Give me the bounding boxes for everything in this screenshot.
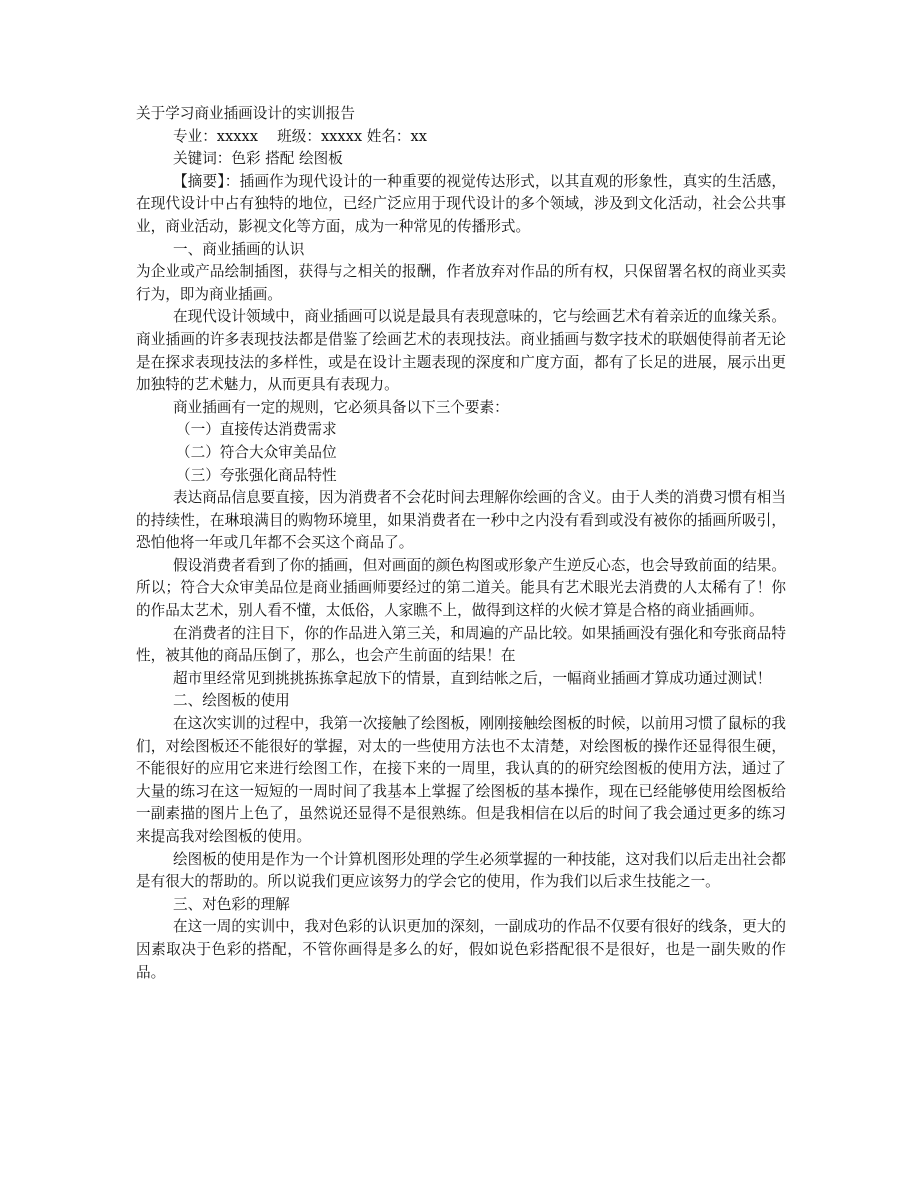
paragraph: 为企业或产品绘制插图，获得与之相关的报酬，作者放弃对作品的所有权，只保留署名权的商业买卖行为，即为商业插画。 xyxy=(136,263,786,303)
paragraph: 商业插画有一定的规则，它必须具备以下三个要素： xyxy=(173,398,509,416)
keywords: 关键词：色彩 搭配 绘图板 xyxy=(173,150,343,168)
paragraph: 表达商品信息要直接，因为消费者不会花时间去理解你绘画的含义。由于人类的消费习惯有相当的持续性，在琳琅满目的购物环境里，如果消费者在一秒中之内没有看到或没有被你的插画所吸引，恐怕他将一年或几年都不会买这个商品了。 xyxy=(136,489,786,552)
section-2-heading: 二、绘图板的使用 xyxy=(173,692,290,710)
section-1-heading: 一、商业插画的认识 xyxy=(173,240,305,258)
paragraph: 在这一周的实训中，我对色彩的认识更加的深刻，一副成功的作品不仅要有很好的线条，更大的因素取决于色彩的搭配，不管你画得是多么的好，假如说色彩搭配很不是很好，也是一副失败的作品。 xyxy=(136,918,786,981)
paragraph: 绘图板的使用是作为一个计算机图形处理的学生必须掌握的一种技能，这对我们以后走出社会都是有很大的帮助的。所以说我们更应该努力的学会它的使用，作为我们以后求生技能之一。 xyxy=(136,850,786,891)
document-page xyxy=(136,103,786,984)
document-title: 关于学习商业插画设计的实训报告 xyxy=(136,105,355,122)
paragraph: 在现代设计领域中，商业插画可以说是最具有表现意味的，它与绘画艺术有着亲近的血缘关系。商业插画的许多表现技法都是借鉴了绘画艺术的表现技法。商业插画与数字技术的联姻使得前者无论是在探求表现技法的多样性，或是在设计主题表现的深度和广度方面，都有了长足的进展，展示出更加独特的艺术魅力，从而更具有表现力。 xyxy=(136,308,786,394)
list-item: （一）直接传达消费需求 xyxy=(176,421,337,439)
abstract: 【摘要】：插画作为现代设计的一种重要的视觉传达形式，以其直观的形象性，真实的生活感，在现代设计中占有独特的地位，已经广泛应用于现代设计的多个领域，涉及到文化活动，社会公共事业，商业活动，影视文化等方面，成为一种常见的传播形式。 xyxy=(136,172,786,235)
list-item: （二）符合大众审美品位 xyxy=(176,443,337,461)
list-item: （三）夸张强化商品特性 xyxy=(176,466,337,484)
paragraph: 在这次实训的过程中，我第一次接触了绘图板，刚刚接触绘图板的时候，以前用习惯了鼠标的我们，对绘图板还不能很好的掌握，对太的一些使用方法也不太清楚，对绘图板的操作还显得很生硬，不能很好的应用它来进行绘图工作，在接下来的一周里，我认真的的研究绘图板的使用方法，通过了大量的练习在这一短短的一周时间了我基本上掌握了绘图板的基本操作，现在已经能够使用绘图板给一副素描的图片上色了，虽然说还显得不是很熟练。但是我相信在以后的时间了我会通过更多的练习来提高我对绘图板的使用。 xyxy=(136,715,786,845)
student-info: 专业：xxxxx 班级：xxxxx 姓名：xx xyxy=(173,127,427,145)
section-3-heading: 三、对色彩的理解 xyxy=(173,895,290,913)
paragraph: 假设消费者看到了你的插画，但对画面的颜色构图或形象产生逆反心态，也会导致前面的结果。所以；符合大众审美品位是商业插画师要经过的第二道关。能具有艺术眼光去消费的人太稀有了！你的作品太艺术，别人看不懂，太低俗，人家瞧不上，做得到这样的火候才算是合格的商业插画师。 xyxy=(136,556,786,620)
paragraph: 在消费者的注目下，你的作品进入第三关，和周遍的产品比较。如果插画没有强化和夸张商品特性，被其他的商品压倒了，那么，也会产生前面的结果！在 xyxy=(136,624,786,665)
paragraph: 超市里经常见到挑挑拣拣拿起放下的情景，直到结帐之后，一幅商业插画才算成功通过测试！ xyxy=(173,669,772,687)
